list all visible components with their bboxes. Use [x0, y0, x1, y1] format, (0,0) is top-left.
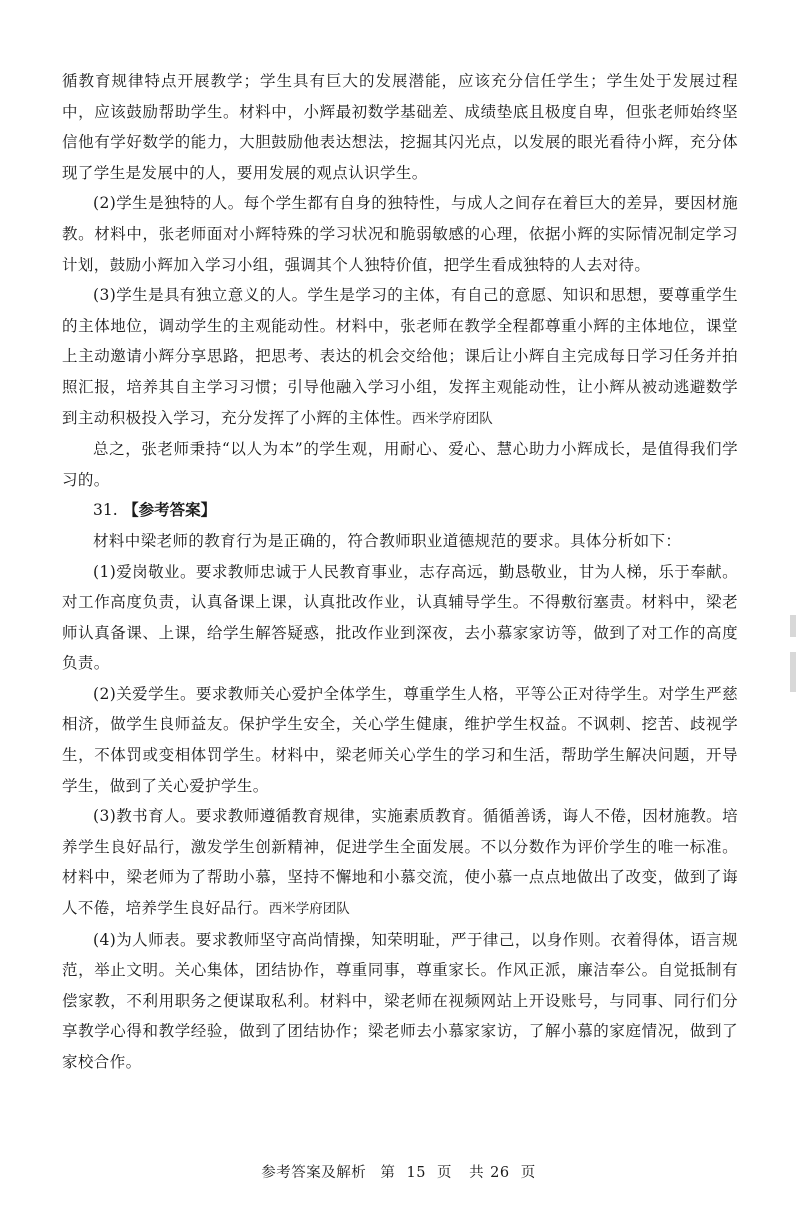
paragraph-intro: 材料中梁老师的教育行为是正确的，符合教师职业道德规范的要求。具体分析如下：	[93, 531, 682, 550]
paragraph-text: (3)教书育人。要求教师遵循教育规律，实施素质教育。循循善诱，诲人不倦，因材施教。培养学生良好品行，激发学生创新精神，促进学生全面发展。不以分数作为评价学生的唯一标准。材料中，梁老师为了帮助小慕，坚持不懈地和小慕交流，使小慕一点点地做出了改变，做到了诲人不倦，培养学生良好品行。	[62, 807, 738, 918]
question-31-heading	[62, 495, 738, 526]
paragraph-dedication: (1)爱岗敬业。要求教师忠诚于人民教育事业，志存高远，勤恳敬业，甘为人梯，乐于奉献。对工作高度负责，认真备课上课，认真批改作业，认真辅导学生。不得敷衍塞责。材料中，梁老师认真备课、上课，给学生解答疑惑，批改作业到深夜，去小慕家家访等，做到了对工作的高度负责。	[62, 562, 738, 673]
answer-title: 【参考答案】	[123, 500, 217, 520]
paragraph-teaching-educating	[62, 801, 738, 924]
paragraph-text: (3)学生是具有独立意义的人。学生是学习的主体，有自己的意愿、知识和思想，要尊重学生的主体地位，调动学生的主观能动性。材料中，张老师在教学全程都尊重小辉的主体地位，课堂上主动邀请小辉分享思路，把思考、表达的机会交给他；课后让小辉自主完成每日学习任务并拍照汇报，培养其自主学习习惯；引导他融入学习小组，发挥主观能动性，让小辉从被动逃避数学到主动积极投入学习，充分发挥了小辉的主体性。	[62, 286, 738, 427]
scan-edge-mark	[790, 652, 796, 692]
team-tag: 西米学府团队	[268, 901, 350, 918]
total-pages: 共 26 页	[469, 1165, 536, 1181]
scan-edge-mark	[790, 615, 796, 637]
paragraph-care-students: (2)关爱学生。要求教师关心爱护全体学生，尊重学生人格，平等公正对待学生。对学生严慈相济，做学生良师益友。保护学生安全，关心学生健康，维护学生权益。不讽刺、挖苦、歧视学生，不体罚或变相体罚学生。材料中，梁老师关心学生的学习和生活，帮助学生解决问题，开导学生，做到了关心爱护学生。	[62, 684, 738, 795]
footer-label: 参考答案及解析	[261, 1165, 367, 1181]
page-footer	[0, 1161, 800, 1182]
paragraph-summary: 总之，张老师秉持“以人为本”的学生观，用耐心、爱心、慧心助力小辉成长，是值得我们学习的。	[62, 440, 738, 489]
paragraph-independent-person	[62, 280, 738, 434]
paragraph-unique-person: (2)学生是独特的人。每个学生都有自身的独特性，与成人之间存在着巨大的差异，要因材施教。材料中，张老师面对小辉特殊的学习状况和脆弱敏感的心理，依据小辉的实际情况制定学习计划，鼓励小辉加入学习小组，强调其个人独特价值，把学生看成独特的人去对待。	[62, 194, 738, 274]
answer-page	[62, 66, 738, 1078]
question-number: 31.	[93, 501, 118, 520]
page-number: 第 15 页	[380, 1165, 453, 1181]
team-tag: 西米学府团队	[411, 410, 493, 427]
paragraph-development: 循教育规律特点开展教学；学生具有巨大的发展潜能，应该充分信任学生；学生处于发展过程中，应该鼓励帮助学生。材料中，小辉最初数学基础差、成绩垫底且极度自卑，但张老师始终坚信他有学好数学的能力，大胆鼓励他表达想法，挖掘其闪光点，以发展的眼光看待小辉，充分体现了学生是发展中的人，要用发展的观点认识学生。	[62, 72, 738, 182]
paragraph-role-model: (4)为人师表。要求教师坚守高尚情操，知荣明耻，严于律己，以身作则。衣着得体，语言规范，举止文明。关心集体，团结协作，尊重同事，尊重家长。作风正派，廉洁奉公。自觉抵制有偿家教，不利用职务之便谋取私利。材料中，梁老师在视频网站上开设账号，与同事、同行们分享教学心得和教学经验，做到了团结协作；梁老师去小慕家家访，了解小慕的家庭情况，做到了家校合作。	[62, 930, 738, 1071]
